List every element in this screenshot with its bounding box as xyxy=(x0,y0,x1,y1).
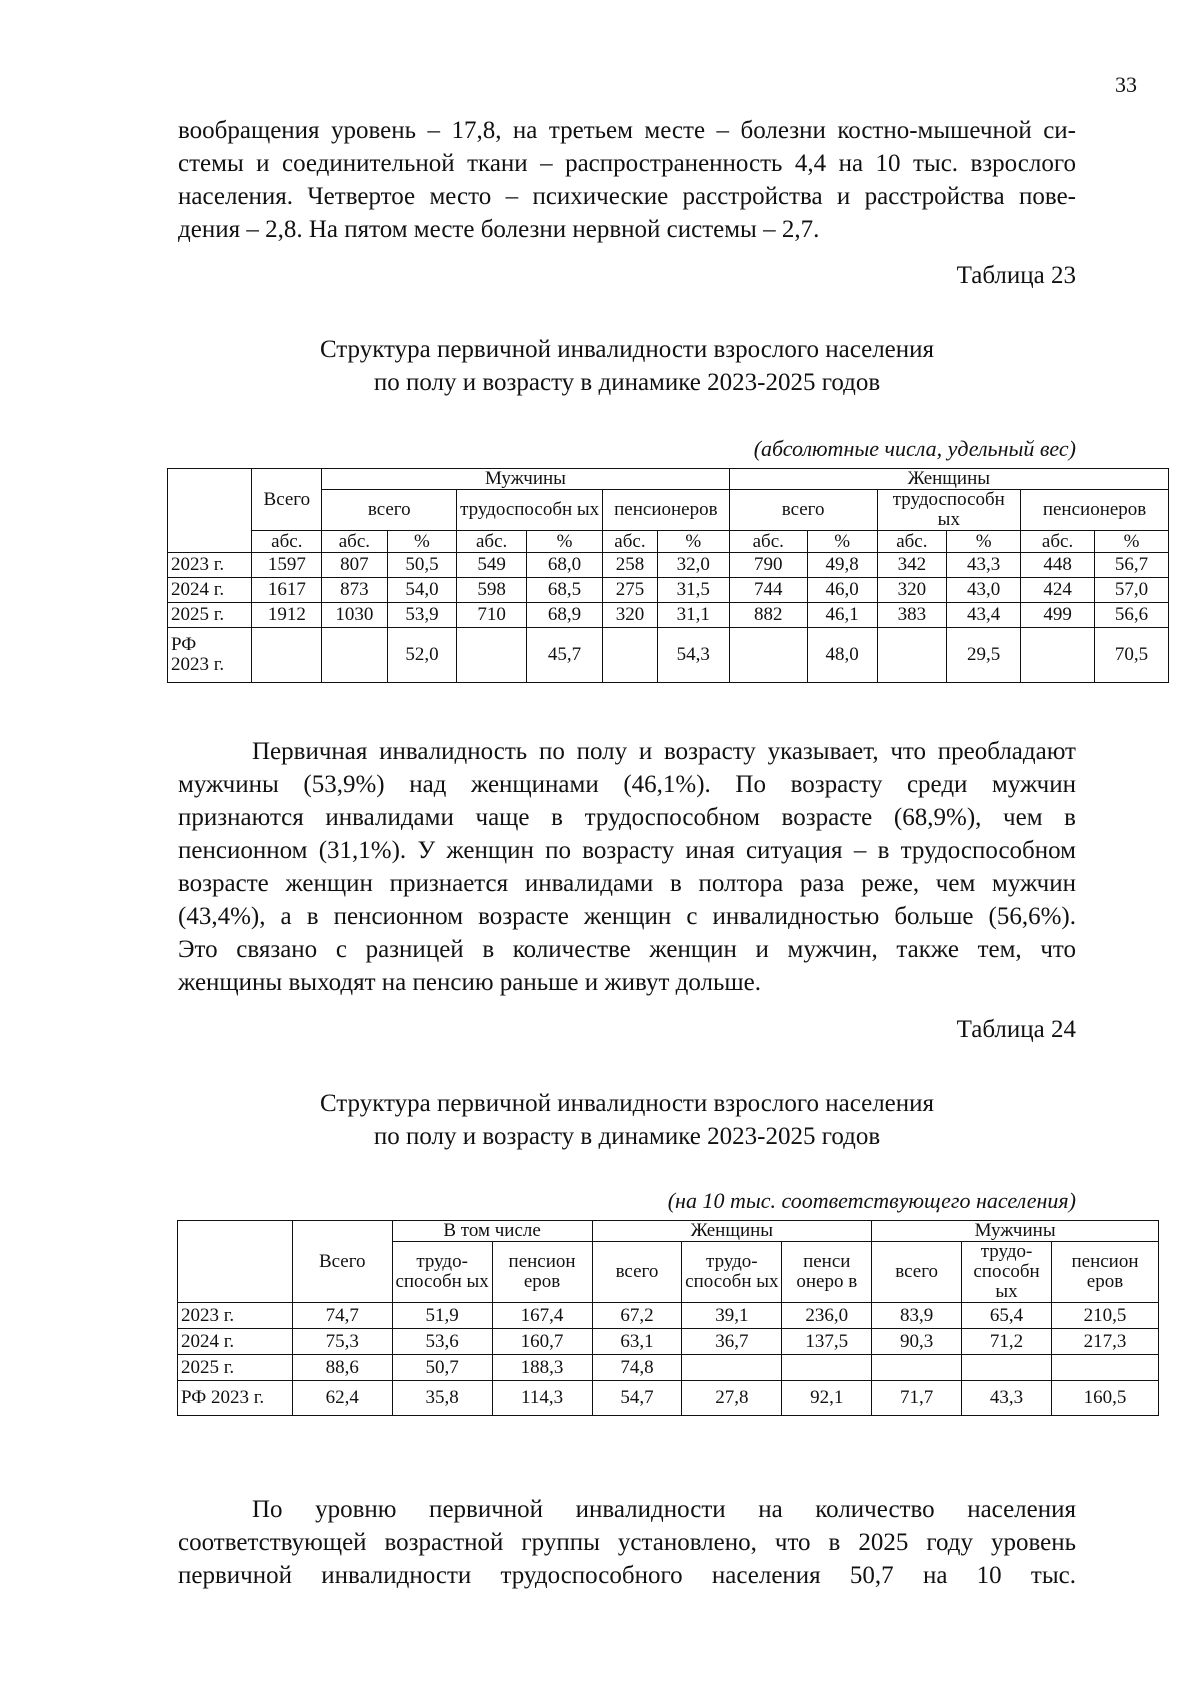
table-cell: 114,3 xyxy=(492,1381,592,1416)
header-abs: абс. xyxy=(322,531,387,553)
row-label-rf xyxy=(168,628,252,683)
text-line: Первичная инвалидность по полу и возрасту указывает, что преобладают xyxy=(252,738,1076,765)
table-24-label: Таблица 24 xyxy=(956,1016,1076,1043)
header-men: Мужчины xyxy=(872,1221,1159,1242)
table-cell: 46,1 xyxy=(807,603,877,628)
header-pct: % xyxy=(526,531,602,553)
header-working: трудо- способн ых xyxy=(392,1242,492,1303)
table-cell: 744 xyxy=(729,578,807,603)
table-24 xyxy=(177,1220,1159,1416)
title-line: Структура первичной инвалидности взрослого населения xyxy=(319,336,935,363)
table-24-body xyxy=(178,1303,1159,1381)
header-including: В том числе xyxy=(392,1221,592,1242)
table-cell: 188,3 xyxy=(492,1355,592,1381)
table-cell: 383 xyxy=(877,603,947,628)
header-abs: абс. xyxy=(603,531,658,553)
table-cell: 51,9 xyxy=(392,1303,492,1329)
table-cell: 39,1 xyxy=(682,1303,782,1329)
table-cell: 54,7 xyxy=(592,1381,682,1416)
table-cell: 52,0 xyxy=(387,628,457,683)
table-23-title xyxy=(178,333,1076,399)
table-cell xyxy=(962,1355,1052,1381)
table-cell: 598 xyxy=(457,578,527,603)
table-cell: 210,5 xyxy=(1052,1303,1159,1329)
table-cell: 68,9 xyxy=(526,603,602,628)
header-women: Женщины xyxy=(592,1221,872,1242)
corner-cell xyxy=(178,1221,293,1303)
header-abs: абс. xyxy=(877,531,947,553)
table-cell xyxy=(252,628,322,683)
header-abs: абс. xyxy=(252,531,322,553)
table-cell: 83,9 xyxy=(872,1303,962,1329)
table-cell: 74,8 xyxy=(592,1355,682,1381)
header-pct: % xyxy=(387,531,457,553)
header-row xyxy=(168,469,1169,490)
table-cell: 27,8 xyxy=(682,1381,782,1416)
analysis-paragraph xyxy=(178,735,1076,999)
header-men-pensioners: пенсионеров xyxy=(603,490,730,531)
text-line: дения – 2,8. На пятом месте болезни нервной системы – 2,7. xyxy=(178,216,820,243)
table-cell xyxy=(682,1355,782,1381)
table-cell: 71,2 xyxy=(962,1329,1052,1355)
table-cell: 217,3 xyxy=(1052,1329,1159,1355)
table-cell xyxy=(457,628,527,683)
table-cell: 448 xyxy=(1021,553,1095,578)
header-pensioners: пенсион еров xyxy=(492,1242,592,1303)
table-cell: 70,5 xyxy=(1095,628,1169,683)
row-label: 2023 г. xyxy=(178,1303,293,1329)
table-cell: 50,7 xyxy=(392,1355,492,1381)
table-cell xyxy=(322,628,387,683)
table-cell: 65,4 xyxy=(962,1303,1052,1329)
table-cell: 48,0 xyxy=(807,628,877,683)
table-23-body xyxy=(168,553,1169,628)
table-cell: 160,5 xyxy=(1052,1381,1159,1416)
header-men-all: всего xyxy=(322,490,457,531)
intro-paragraph xyxy=(178,114,1076,246)
table-cell: 54,3 xyxy=(657,628,729,683)
table-cell: 35,8 xyxy=(392,1381,492,1416)
table-cell: 31,5 xyxy=(657,578,729,603)
header-men-pensioners: пенсион еров xyxy=(1052,1242,1159,1303)
text-line: признаются инвалидами чаще в трудоспособном возрасте (68,9%), чем в xyxy=(178,804,1076,831)
table-cell: 36,7 xyxy=(682,1329,782,1355)
table-cell: 56,7 xyxy=(1095,553,1169,578)
table-cell: 71,7 xyxy=(872,1381,962,1416)
text-line: (43,4%), а в пенсионном возрасте женщин с инвалидностью больше (56,6%). xyxy=(178,903,1076,930)
header-men: Мужчины xyxy=(322,469,730,490)
table-cell: 54,0 xyxy=(387,578,457,603)
corner-cell xyxy=(168,469,252,553)
closing-paragraph xyxy=(178,1493,1076,1592)
page-number: 33 xyxy=(1115,72,1137,97)
text-line: возрасте женщин признается инвалидами в полтора раза реже, чем мужчин xyxy=(178,870,1076,897)
text-line: соответствующей возрастной группы установлено, что в 2025 году уровень xyxy=(178,1529,1076,1556)
table-cell: 32,0 xyxy=(657,553,729,578)
table-cell: 275 xyxy=(603,578,658,603)
header-women-pensioners: пенсионеров xyxy=(1021,490,1169,531)
table-cell: 710 xyxy=(457,603,527,628)
table-cell: 92,1 xyxy=(782,1381,872,1416)
table-cell xyxy=(729,628,807,683)
table-cell: 1597 xyxy=(252,553,322,578)
header-women-pensioners: пенси онеро в xyxy=(782,1242,872,1303)
table-cell: 43,3 xyxy=(962,1381,1052,1416)
row-label: 2024 г. xyxy=(178,1329,293,1355)
table-cell: 320 xyxy=(603,603,658,628)
title-line: по полу и возрасту в динамике 2023-2025 годов xyxy=(373,369,881,396)
header-women-working: трудо- способн ых xyxy=(682,1242,782,1303)
table-cell: 50,5 xyxy=(387,553,457,578)
table-cell: 67,2 xyxy=(592,1303,682,1329)
title-line: Структура первичной инвалидности взрослого населения xyxy=(319,1090,935,1117)
table-cell: 68,0 xyxy=(526,553,602,578)
text-line: населения. Четвертое место – психические расстройства и расстройства пове- xyxy=(178,183,1076,210)
table-row xyxy=(168,603,1169,628)
table-cell: 1912 xyxy=(252,603,322,628)
text-line: По уровню первичной инвалидности на количество населения xyxy=(252,1496,1076,1523)
header-row xyxy=(168,531,1169,553)
table-row xyxy=(178,1329,1159,1355)
table-cell: 137,5 xyxy=(782,1329,872,1355)
header-men-working: трудо- способн ых xyxy=(962,1242,1052,1303)
rf-label-line: 2023 г. xyxy=(171,654,225,675)
table-cell: 882 xyxy=(729,603,807,628)
table-cell: 1030 xyxy=(322,603,387,628)
table-cell: 68,5 xyxy=(526,578,602,603)
header-abs: абс. xyxy=(457,531,527,553)
table-cell: 236,0 xyxy=(782,1303,872,1329)
row-label-rf: РФ 2023 г. xyxy=(178,1381,293,1416)
table-cell: 1617 xyxy=(252,578,322,603)
table-cell: 31,1 xyxy=(657,603,729,628)
row-label: 2025 г. xyxy=(168,603,252,628)
table-row-rf xyxy=(178,1381,1159,1416)
header-pct: % xyxy=(657,531,729,553)
table-cell xyxy=(1021,628,1095,683)
text-line: первичной инвалидности трудоспособного населения 50,7 на 10 тыс. xyxy=(178,1562,1076,1589)
header-pct: % xyxy=(807,531,877,553)
table-cell: 88,6 xyxy=(292,1355,392,1381)
header-women: Женщины xyxy=(729,469,1168,490)
table-cell: 45,7 xyxy=(526,628,602,683)
table-cell: 46,0 xyxy=(807,578,877,603)
table-cell: 75,3 xyxy=(292,1329,392,1355)
table-cell: 74,7 xyxy=(292,1303,392,1329)
row-label: 2023 г. xyxy=(168,553,252,578)
table-cell: 56,6 xyxy=(1095,603,1169,628)
text-line: вообращения уровень – 17,8, на третьем месте – болезни костно-мышечной си- xyxy=(178,117,1076,144)
header-pct: % xyxy=(947,531,1021,553)
header-pct: % xyxy=(1095,531,1169,553)
table-cell: 63,1 xyxy=(592,1329,682,1355)
title-line: по полу и возрасту в динамике 2023-2025 годов xyxy=(373,1123,881,1150)
row-label: 2024 г. xyxy=(168,578,252,603)
header-total: Всего xyxy=(292,1221,392,1303)
header-women-working: трудоспособн ых xyxy=(877,490,1021,531)
table-cell xyxy=(877,628,947,683)
table-row-rf xyxy=(168,628,1169,683)
table-cell: 29,5 xyxy=(947,628,1021,683)
table-cell: 43,3 xyxy=(947,553,1021,578)
text-line: стемы и соединительной ткани – распространенность 4,4 на 10 тыс. взрослого xyxy=(178,150,1076,177)
table-cell: 258 xyxy=(603,553,658,578)
table-cell: 167,4 xyxy=(492,1303,592,1329)
table-cell: 43,0 xyxy=(947,578,1021,603)
rf-label-line: РФ xyxy=(171,634,197,655)
header-men-all: всего xyxy=(872,1242,962,1303)
table-24-units: (на 10 тыс. соответствующего населения) xyxy=(667,1188,1076,1213)
table-cell: 160,7 xyxy=(492,1329,592,1355)
text-line: Это связано с разницей в количестве женщин и мужчин, также тем, что xyxy=(178,936,1076,963)
table-cell xyxy=(603,628,658,683)
table-24-title xyxy=(178,1087,1076,1153)
table-cell: 43,4 xyxy=(947,603,1021,628)
header-row xyxy=(178,1221,1159,1242)
table-cell: 873 xyxy=(322,578,387,603)
row-label: 2025 г. xyxy=(178,1355,293,1381)
header-men-working: трудоспособн ых xyxy=(457,490,603,531)
header-abs: абс. xyxy=(1021,531,1095,553)
table-cell: 424 xyxy=(1021,578,1095,603)
table-23-label: Таблица 23 xyxy=(956,262,1076,289)
table-row xyxy=(168,578,1169,603)
text-line: женщины выходят на пенсию раньше и живут дольше. xyxy=(178,969,762,996)
table-cell: 62,4 xyxy=(292,1381,392,1416)
header-total: Всего xyxy=(252,469,322,531)
header-women-all: всего xyxy=(729,490,877,531)
table-cell: 790 xyxy=(729,553,807,578)
table-cell: 342 xyxy=(877,553,947,578)
table-cell: 53,9 xyxy=(387,603,457,628)
table-row xyxy=(178,1303,1159,1329)
header-abs: абс. xyxy=(729,531,807,553)
table-cell: 549 xyxy=(457,553,527,578)
table-cell: 320 xyxy=(877,578,947,603)
table-row xyxy=(178,1355,1159,1381)
table-cell: 90,3 xyxy=(872,1329,962,1355)
table-row xyxy=(168,553,1169,578)
table-cell: 499 xyxy=(1021,603,1095,628)
table-cell: 53,6 xyxy=(392,1329,492,1355)
header-women-all: всего xyxy=(592,1242,682,1303)
table-cell: 57,0 xyxy=(1095,578,1169,603)
table-cell: 49,8 xyxy=(807,553,877,578)
table-cell xyxy=(872,1355,962,1381)
table-cell xyxy=(782,1355,872,1381)
table-cell xyxy=(1052,1355,1159,1381)
table-23-units: (абсолютные числа, удельный вес) xyxy=(753,436,1076,461)
text-line: мужчины (53,9%) над женщинами (46,1%). По возрасту среди мужчин xyxy=(178,771,1076,798)
text-line: пенсионном (31,1%). У женщин по возрасту иная ситуация – в трудоспособном xyxy=(178,837,1076,864)
table-cell: 807 xyxy=(322,553,387,578)
table-23 xyxy=(167,468,1169,683)
